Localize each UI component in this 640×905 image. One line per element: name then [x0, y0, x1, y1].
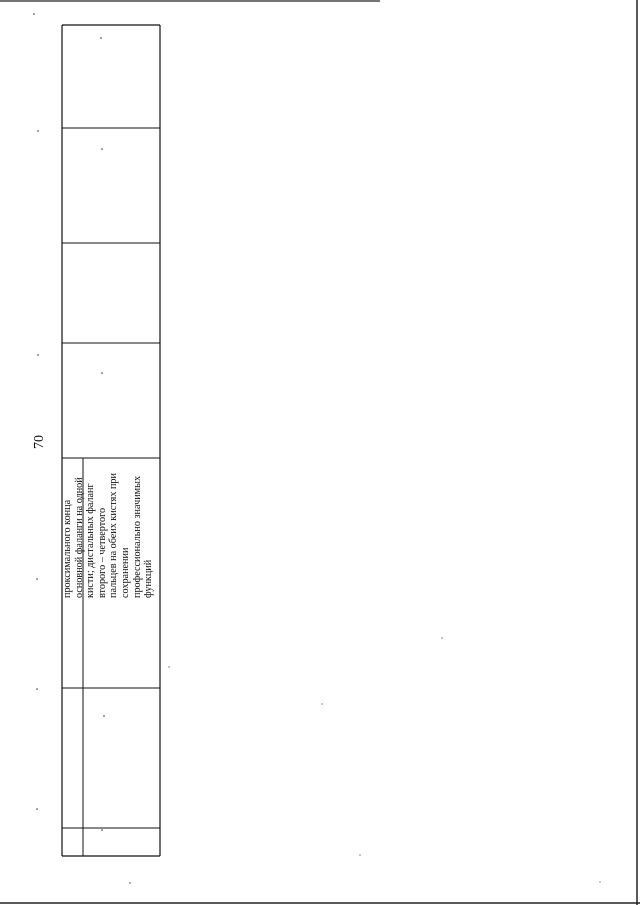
page-number: 70 [32, 435, 47, 449]
scan-specks [33, 13, 600, 884]
cell-text-line: кисти; дистальных фаланг [85, 483, 97, 598]
cell-text-line: основной фаланги на одной [73, 477, 85, 598]
cell-text-line: проксимального конца [62, 499, 73, 598]
cell-text-line: сохранении [119, 547, 131, 598]
table-cell-text [62, 460, 158, 598]
cell-text-line: функций [143, 559, 155, 598]
cell-text-line: второго – четвертого [96, 507, 108, 598]
cell-text-line: профессионально значимых [131, 475, 143, 598]
table-frame [62, 25, 160, 856]
cell-text-line: пальцев на обеих кистях при [108, 473, 120, 598]
